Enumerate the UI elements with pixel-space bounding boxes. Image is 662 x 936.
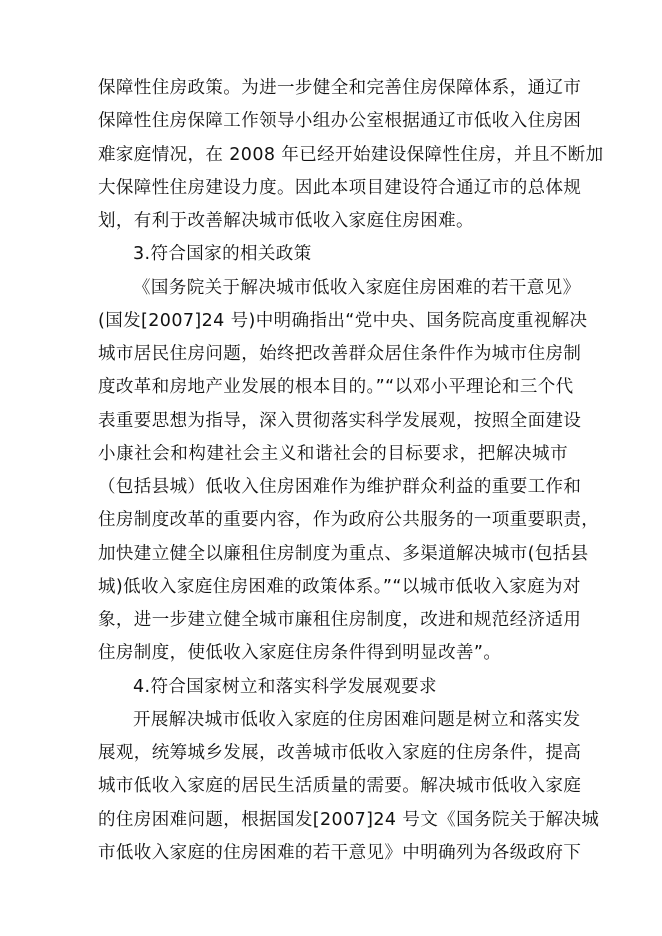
paragraph-line: 市低收入家庭的住房困难的若干意见》中明确列为各级政府下 bbox=[98, 843, 582, 863]
paragraph-line: 划，有利于改善解决城市低收入家庭住房困难。 bbox=[98, 211, 474, 231]
paragraph-line: 城市居民住房问题，始终把改善群众居住条件作为城市住房制 bbox=[98, 344, 582, 364]
section-heading: 3.符合国家的相关政策 bbox=[133, 244, 312, 264]
paragraph-line: 展观，统筹城乡发展，改善城市低收入家庭的住房条件，提高 bbox=[98, 743, 582, 763]
paragraph-line: 《国务院关于解决城市低收入家庭住房困难的若干意见》 bbox=[133, 278, 581, 298]
paragraph-line: 加快建立健全以廉租住房制度为重点、多渠道解决城市(包括县 bbox=[98, 544, 589, 564]
paragraph-line: 保障性住房保障工作领导小组办公室根据通辽市低收入住房困 bbox=[98, 111, 582, 131]
paragraph-line: 保障性住房政策。为进一步健全和完善住房保障体系，通辽市 bbox=[98, 78, 582, 98]
section-heading: 4.符合国家树立和落实科学发展观要求 bbox=[133, 677, 437, 697]
paragraph-line: 度改革和房地产业发展的根本目的。”“以邓小平理论和三个代 bbox=[98, 377, 574, 397]
paragraph-line: 的住房困难问题，根据国发[2007]24 号文《国务院关于解决城 bbox=[98, 810, 600, 830]
paragraph-line: 住房制度改革的重要内容，作为政府公共服务的一项重要职责， bbox=[98, 510, 600, 530]
paragraph-line: 开展解决城市低收入家庭的住房困难问题是树立和落实发 bbox=[133, 710, 581, 730]
paragraph-line: (国发[2007]24 号)中明确指出“党中央、国务院高度重视解决 bbox=[98, 311, 588, 331]
paragraph-line: 住房制度，使低收入家庭住房条件得到明显改善”。 bbox=[98, 643, 502, 663]
paragraph-line: 城)低收入家庭住房困难的政策体系。”“以城市低收入家庭为对 bbox=[98, 577, 581, 597]
paragraph-line: 表重要思想为指导，深入贯彻落实科学发展观，按照全面建设 bbox=[98, 411, 582, 431]
paragraph-line: 大保障性住房建设力度。因此本项目建设符合通辽市的总体规 bbox=[98, 178, 582, 198]
paragraph-line: （包括县城）低收入住房困难作为维护群众利益的重要工作和 bbox=[98, 477, 582, 497]
paragraph-line: 城市低收入家庭的居民生活质量的需要。解决城市低收入家庭 bbox=[98, 776, 582, 796]
paragraph-line: 象，进一步建立健全城市廉租住房制度，改进和规范经济适用 bbox=[98, 610, 582, 630]
paragraph-line: 难家庭情况，在 2008 年已经开始建设保障性住房，并且不断加 bbox=[98, 145, 604, 165]
paragraph-line: 小康社会和构建社会主义和谐社会的目标要求，把解决城市 bbox=[98, 444, 568, 464]
